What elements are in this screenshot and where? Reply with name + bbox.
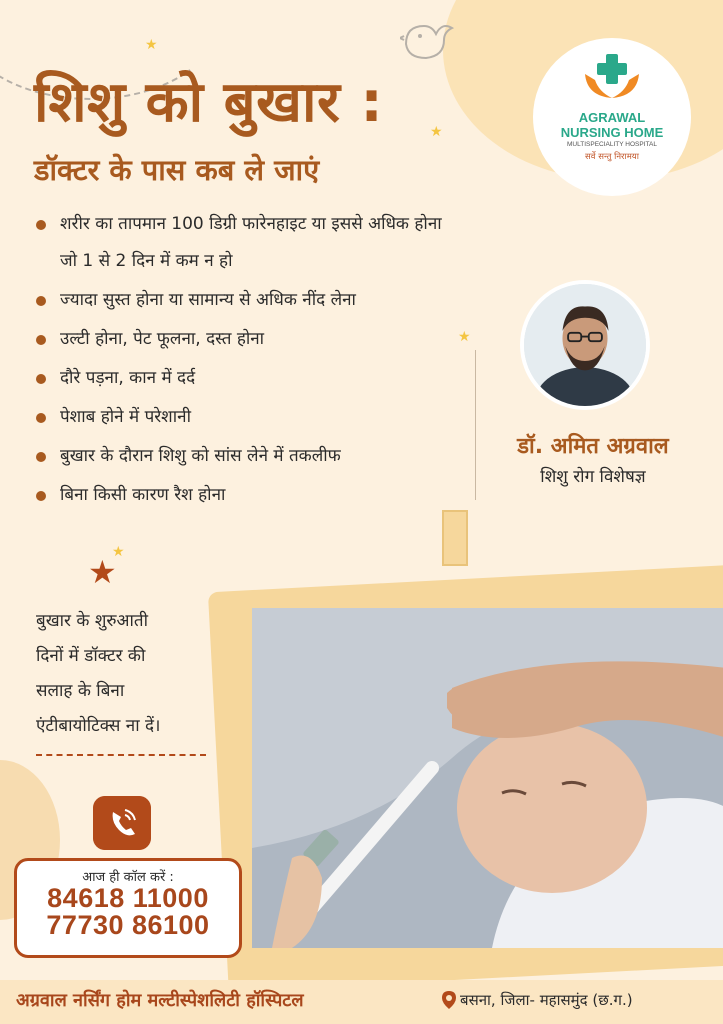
frame-tape <box>442 510 468 566</box>
list-item: दौरे पड़ना, कान में दर्द <box>36 368 596 389</box>
bullet-icon <box>36 335 46 345</box>
dashed-separator <box>36 754 206 756</box>
star-icon: ★ <box>458 329 471 345</box>
call-box <box>14 858 242 958</box>
footer-location: बसना, जिला- महासमुंद (छ.ग.) <box>460 991 633 1009</box>
bullet-icon <box>36 296 46 306</box>
list-item: ज्यादा सुस्त होना या सामान्य से अधिक नींद लेना <box>36 290 596 311</box>
bullet-icon <box>36 374 46 384</box>
bullet-icon <box>36 452 46 462</box>
phone-number[interactable]: 84618 11000 <box>47 883 209 913</box>
list-item: बुखार के दौरान शिशु को सांस लेने में तकलीफ <box>36 446 596 467</box>
bird-icon <box>400 14 464 64</box>
doctor-photo <box>520 280 650 410</box>
doctor-role: शिशु रोग विशेषज्ञ <box>540 467 646 487</box>
vertical-divider <box>475 350 476 500</box>
star-icon: ★ <box>430 124 443 140</box>
logo-name: AGRAWAL NURSING HOME <box>560 110 664 140</box>
list-item: उल्टी होना, पेट फूलना, दस्त होना <box>36 329 596 350</box>
page-title: शिशु को बुखार : <box>34 70 384 135</box>
bullet-icon <box>36 413 46 423</box>
advice-text: बुखार के शुरुआती दिनों में डॉक्टर की सलाह के बिना एंटीबायोटिक्स ना दें। <box>36 611 161 736</box>
location-pin-icon <box>442 991 456 1009</box>
call-label: आज ही कॉल करें : <box>82 870 174 885</box>
list-item: बिना किसी कारण रैश होना <box>36 485 596 506</box>
footer-bar <box>0 980 723 1024</box>
hospital-logo <box>533 38 691 196</box>
logo-motto: सर्वे सन्तु निरामया <box>585 152 639 162</box>
star-icon: ★ <box>145 37 158 53</box>
footer-hospital-name: अग्रवाल नर्सिंग होम मल्टीस्पेशलिटी हॉस्पिटल <box>16 990 304 1011</box>
doctor-name: डॉ. अमित अग्रवाल <box>517 434 669 459</box>
hands-cross-logo-icon <box>581 52 643 102</box>
page-subtitle: डॉक्टर के पास कब ले जाएं <box>34 153 320 187</box>
star-icon: ★ <box>112 544 125 560</box>
baby-fever-photo <box>252 608 723 948</box>
phone-icon <box>93 796 151 850</box>
star-icon: ★ <box>88 553 117 591</box>
list-item: शरीर का तापमान 100 डिग्री फारेनहाइट या इससे अधिक होना जो 1 से 2 दिन में कम न हो <box>36 214 596 272</box>
bullet-icon <box>36 491 46 501</box>
phone-number[interactable]: 77730 86100 <box>46 910 210 940</box>
bullet-icon <box>36 220 46 230</box>
list-item: पेशाब होने में परेशानी <box>36 407 596 428</box>
logo-tagline: MULTISPECIALITY HOSPITAL <box>567 141 657 148</box>
